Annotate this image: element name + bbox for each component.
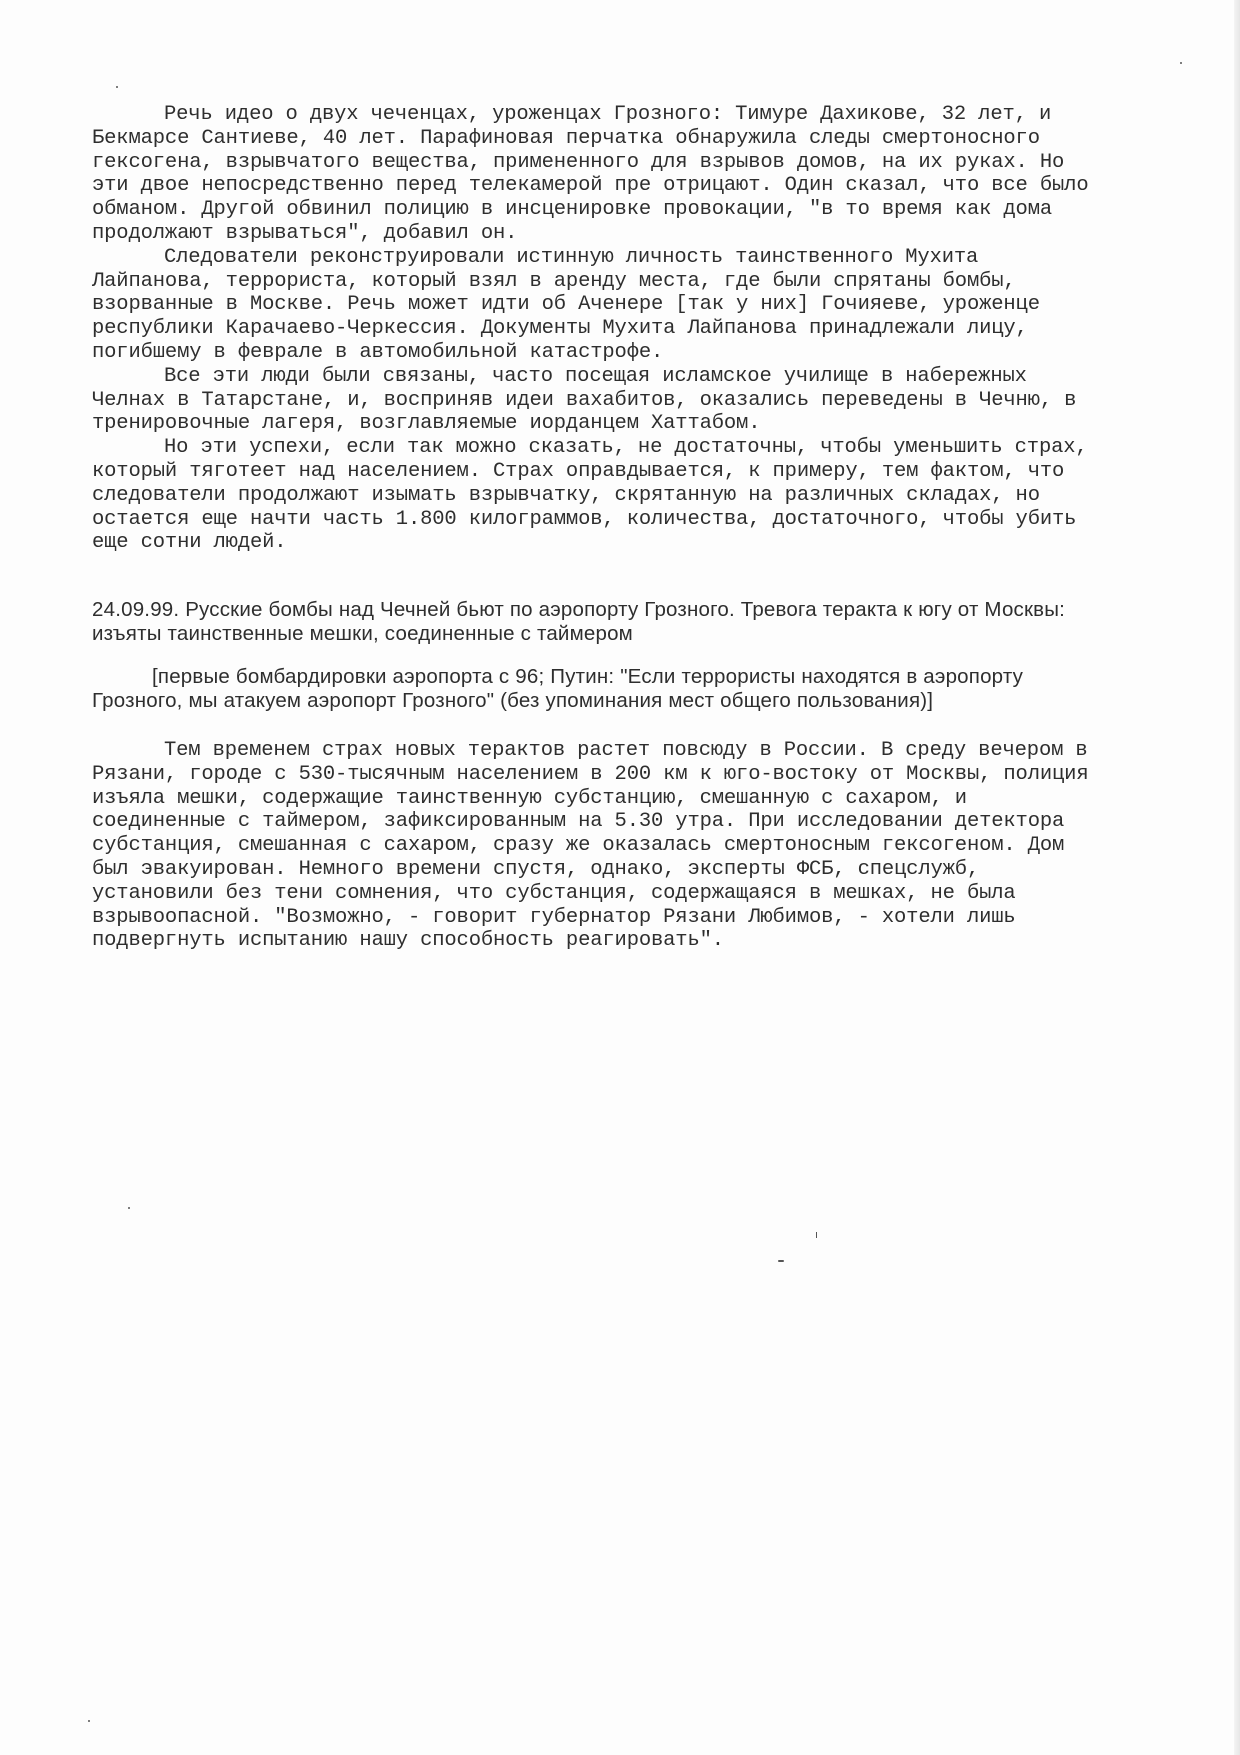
article-1 [92, 103, 1102, 555]
scan-speck [116, 86, 118, 88]
article-1-paragraph: Но эти успехи, если так можно сказать, не достаточны, чтобы уменьшить страх, который тяготеет над населением. Страх оправдывается, к примеру, тем фактом, что следователи продолжают изымать взрывчатку, скрятанную на различных складах, но остается еще начти часть 1.800 килограммов, количества, достаточного, чтобы убить еще сотни людей. [92, 436, 1088, 555]
article-2-body [92, 739, 1102, 953]
article-1-paragraph: Речь идео о двух чеченцах, уроженцах Грозного: Тимуре Дахикове, 32 лет, и Бекмарсе Сантиеве, 40 лет. Парафиновая перчатка обнаружила следы смертоносного гексогена, взрывчатого вещества, примененного для взрывов домов, на их руках. Но эти двое непосредственно перед телекамерой пре отрицают. Один сказал, что все было обманом. Другой обвинил полицию в инсценировке провокации, "в то время как дома продолжают взрываться", добавил он. [92, 103, 1089, 245]
article-2-editorial-note [92, 665, 1102, 713]
page-edge-shadow [1234, 0, 1240, 1755]
scan-speck [816, 1232, 817, 1238]
article-2-heading [92, 598, 1102, 646]
article-2-paragraph: Тем временем страх новых терактов растет повсюду в России. В среду вечером в Рязани, городе с 530-тысячным населением в 200 км к юго-востоку от Москвы, полиция изъяла мешки, содержащие таинственную субстанцию, смешанную с сахаром, и соединенные с таймером, зафиксированным на 5.30 утра. При исследовании детектора субстанция, смешанная с сахаром, сразу же оказалась смертоносным гексогеном. Дом был эвакуирован. Немного времени спустя, однако, эксперты ФСБ, спецслужб, установили без тени сомнения, что субстанция, содержащаяся в мешках, не была взрывоопасной. "Возможно, - говорит губернатор Рязани Любимов, - хотели лишь подвергнуть испытанию нашу способность реагировать". [92, 739, 1089, 953]
article-2-heading-text: 24.09.99. Русские бомбы над Чечней бьют по аэропорту Грозного. Тревога теракта к югу от Москвы: изъяты таинственные мешки, соединенные с таймером [92, 598, 1066, 645]
scan-speck [88, 1720, 90, 1722]
scan-speck [778, 1260, 784, 1262]
editorial-note-text: [первые бомбардировки аэропорта с 96; Путин: "Если террористы находятся в аэропорту Грозного, мы атакуем аэропорт Грозного" (без упоминания мест общего пользования)] [92, 665, 1024, 712]
scan-speck [128, 1207, 130, 1209]
article-1-paragraph: Следователи реконструировали истинную личность таинственного Мухита Лайпанова, террориста, который взял в аренду места, где были спрятаны бомбы, взорванные в Москве. Речь может идти об Аченере [так у них] Гочияеве, уроженце республики Карачаево-Черкессия. Документы Мухита Лайпанова принадлежали лицу, погибшему в феврале в автомобильной катастрофе. [92, 245, 1040, 364]
article-1-paragraph: Все эти люди были связаны, часто посещая исламское училище в набережных Челнах в Татарстане, и, восприняв идеи вахабитов, оказались переведены в Чечню, в тренировочные лагеря, возглавляемые иорданцем Хаттабом. [92, 364, 1077, 436]
scan-speck [1180, 62, 1182, 64]
